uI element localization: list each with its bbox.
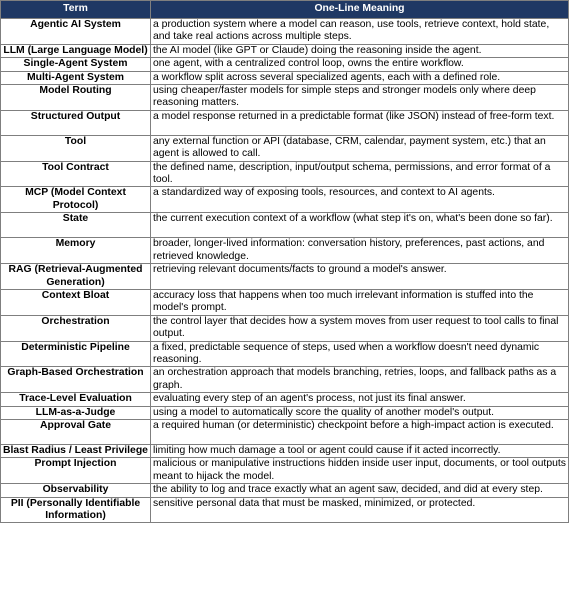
header-row <box>1 1 569 19</box>
term-cell: Trace-Level Evaluation <box>1 393 151 406</box>
meaning-cell: limiting how much damage a tool or agent could cause if it acted incorrectly. <box>151 444 569 457</box>
table-row <box>1 44 569 57</box>
table-row <box>1 289 569 315</box>
table-row <box>1 497 569 523</box>
term-cell: Tool <box>1 135 151 161</box>
table-row <box>1 367 569 393</box>
term-cell: Approval Gate <box>1 419 151 444</box>
meaning-cell: the control layer that decides how a system moves from user request to tool calls to final output. <box>151 315 569 341</box>
term-cell: LLM-as-a-Judge <box>1 406 151 419</box>
term-cell: Multi-Agent System <box>1 71 151 84</box>
meaning-cell: sensitive personal data that must be masked, minimized, or protected. <box>151 497 569 523</box>
table-body <box>1 19 569 523</box>
table-row <box>1 58 569 71</box>
meaning-cell: retrieving relevant documents/facts to ground a model's answer. <box>151 264 569 290</box>
table-row <box>1 315 569 341</box>
term-cell: PII (Personally Identifiable Information) <box>1 497 151 523</box>
meaning-cell: a required human (or deterministic) checkpoint before a high-impact action is executed. <box>151 419 569 444</box>
table-row <box>1 85 569 111</box>
meaning-cell: the current execution context of a workflow (what step it's on, what's been done so far). <box>151 213 569 238</box>
term-cell: MCP (Model Context Protocol) <box>1 187 151 213</box>
term-cell: State <box>1 213 151 238</box>
term-cell: Prompt Injection <box>1 458 151 484</box>
table-row <box>1 135 569 161</box>
meaning-cell: a workflow split across several specialized agents, each with a defined role. <box>151 71 569 84</box>
meaning-cell: accuracy loss that happens when too much irrelevant information is stuffed into the model's prompt. <box>151 289 569 315</box>
table-row <box>1 213 569 238</box>
meaning-cell: the defined name, description, input/output schema, permissions, and error format of a tool. <box>151 161 569 187</box>
term-cell: Single-Agent System <box>1 58 151 71</box>
meaning-cell: the ability to log and trace exactly what an agent saw, decided, and did at every step. <box>151 484 569 497</box>
term-cell: Observability <box>1 484 151 497</box>
term-cell: Graph-Based Orchestration <box>1 367 151 393</box>
term-cell: Tool Contract <box>1 161 151 187</box>
meaning-cell: any external function or API (database, CRM, calendar, payment system, etc.) that an agent is allowed to call. <box>151 135 569 161</box>
meaning-cell: evaluating every step of an agent's process, not just its final answer. <box>151 393 569 406</box>
table-row <box>1 393 569 406</box>
table-row <box>1 419 569 444</box>
meaning-cell: using a model to automatically score the quality of another model's output. <box>151 406 569 419</box>
meaning-cell: one agent, with a centralized control loop, owns the entire workflow. <box>151 58 569 71</box>
table-row <box>1 406 569 419</box>
meaning-cell: an orchestration approach that models branching, retries, loops, and fallback paths as a graph. <box>151 367 569 393</box>
term-cell: Model Routing <box>1 85 151 111</box>
meaning-cell: a standardized way of exposing tools, resources, and context to AI agents. <box>151 187 569 213</box>
term-cell: Deterministic Pipeline <box>1 341 151 367</box>
meaning-cell: broader, longer-lived information: conversation history, preferences, past actions, and retrieved knowledge. <box>151 238 569 264</box>
term-cell: RAG (Retrieval-Augmented Generation) <box>1 264 151 290</box>
table-row <box>1 187 569 213</box>
term-column-header: Term <box>1 1 151 19</box>
table-row <box>1 19 569 45</box>
table-header <box>1 1 569 19</box>
meaning-cell: a model response returned in a predictable format (like JSON) instead of free-form text. <box>151 110 569 135</box>
term-cell: Context Bloat <box>1 289 151 315</box>
table-row <box>1 161 569 187</box>
meaning-cell: using cheaper/faster models for simple steps and stronger models only where deep reasoning matters. <box>151 85 569 111</box>
meaning-cell: a fixed, predictable sequence of steps, used when a workflow doesn't need dynamic reasoning. <box>151 341 569 367</box>
table-row <box>1 484 569 497</box>
table-row <box>1 71 569 84</box>
table-row <box>1 458 569 484</box>
term-cell: Agentic AI System <box>1 19 151 45</box>
table-row <box>1 238 569 264</box>
table-row <box>1 264 569 290</box>
table-row <box>1 110 569 135</box>
term-cell: Memory <box>1 238 151 264</box>
term-cell: Orchestration <box>1 315 151 341</box>
meaning-column-header: One-Line Meaning <box>151 1 569 19</box>
table-row <box>1 444 569 457</box>
meaning-cell: the AI model (like GPT or Claude) doing the reasoning inside the agent. <box>151 44 569 57</box>
term-cell: Blast Radius / Least Privilege <box>1 444 151 457</box>
term-cell: LLM (Large Language Model) <box>1 44 151 57</box>
meaning-cell: a production system where a model can reason, use tools, retrieve context, hold state, and take real actions across multiple steps. <box>151 19 569 45</box>
table-row <box>1 341 569 367</box>
term-cell: Structured Output <box>1 110 151 135</box>
meaning-cell: malicious or manipulative instructions hidden inside user input, documents, or tool outputs meant to hijack the model. <box>151 458 569 484</box>
